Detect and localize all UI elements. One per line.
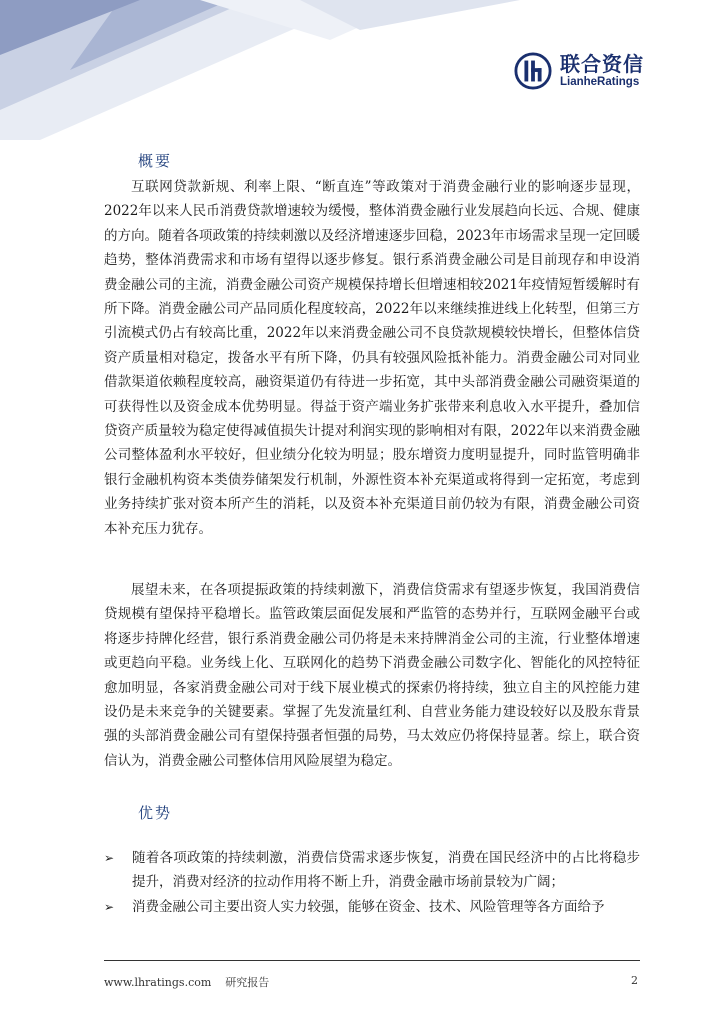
footer-divider	[104, 960, 640, 961]
list-item	[104, 895, 640, 919]
footer-left	[104, 974, 269, 990]
brand-name-cn: 联合资信	[560, 52, 644, 76]
page-number: 2	[631, 974, 638, 987]
list-item	[104, 846, 640, 895]
brand-name-en: LianheRatings	[560, 76, 640, 88]
footer-website-link[interactable]: www.lhratings.com	[104, 976, 212, 989]
lianhe-logo-icon	[514, 52, 552, 90]
arrow-bullet-icon: ➢	[104, 851, 115, 865]
summary-paragraph-1: 互联网贷款新规、利率上限、“断直连”等政策对于消费金融行业的影响逐步显现，2022年以来人民币消费贷款增速较为缓慢，整体消费金融行业发展趋向长远、合规、健康的方向。随着各项政策的持续刺激以及经济增速逐步回稳，2023年市场需求呈现一定回暖趋势，整体消费需求和市场有望得以逐步修复。银行系消费金融公司是目前现存和申设消费金融公司的主流，消费金融公司资产规模保持增长但增速相较2021年疫情短暂缓解时有所下降。消费金融公司产品同质化程度较高，2022年以来继续推进线上化转型，但第三方引流模式仍占有较高比重，2022年以来消费金融公司不良贷款规模较快增长，但整体信贷资产质量相对稳定，拨备水平有所下降，仍具有较强风险抵补能力。消费金融公司对同业借款渠道依赖程度较高，融资渠道仍有待进一步拓宽，其中头部消费金融公司融资渠道的可获得性以及资金成本优势明显。得益于资产端业务扩张带来利息收入水平提升，叠加信贷资产质量较为稳定使得减值损失计提对利润实现的影响相对有限，2022年以来消费金融公司整体盈利水平较好，但业绩分化较为明显；股东增资力度明显提升，同时监管明确非银行金融机构资本类债券储架发行机制，外源性资本补充渠道或将得到一定拓宽，考虑到业务持续扩张对资本所产生的消耗，以及资本补充渠道目前仍较为有限，消费金融公司资本补充压力犹存。	[104, 179, 640, 537]
strength-text-2: 消费金融公司主要出资人实力较强，能够在资金、技术、风险管理等各方面给予	[132, 898, 605, 915]
footer-report-type: 研究报告	[225, 976, 270, 989]
summary-paragraph-2: 展望未来，在各项提振政策的持续刺激下，消费信贷需求有望逐步恢复，我国消费信贷规模有望保持平稳增长。监管政策层面促发展和严监管的态势并行，互联网金融平台或将逐步持牌化经营，银行系消费金融公司仍将是未来持牌消金公司的主流，行业整体增速或更趋向平稳。业务线上化、互联网化的趋势下消费金融公司数字化、智能化的风控特征愈加明显，各家消费金融公司对于线下展业模式的探索仍将持续，独立自主的风控能力建设仍是未来竞争的关键要素。掌握了先发流量红利、自营业务能力建设较好以及股东背景强的头部消费金融公司有望保持强者恒强的局势，马太效应仍将保持显著。综上，联合资信认为，消费金融公司整体信用风险展望为稳定。	[104, 582, 640, 769]
strength-text-1: 随着各项政策的持续刺激，消费信贷需求逐步恢复，消费在国民经济中的占比将稳步提升，消费对经济的拉动作用将不断上升，消费金融市场前景较为广阔；	[132, 850, 640, 891]
strengths-list	[104, 846, 640, 919]
brand-logo	[514, 52, 644, 90]
strengths-title: 优势	[138, 804, 173, 822]
arrow-bullet-icon: ➢	[104, 899, 115, 914]
summary-title: 概要	[138, 152, 173, 170]
